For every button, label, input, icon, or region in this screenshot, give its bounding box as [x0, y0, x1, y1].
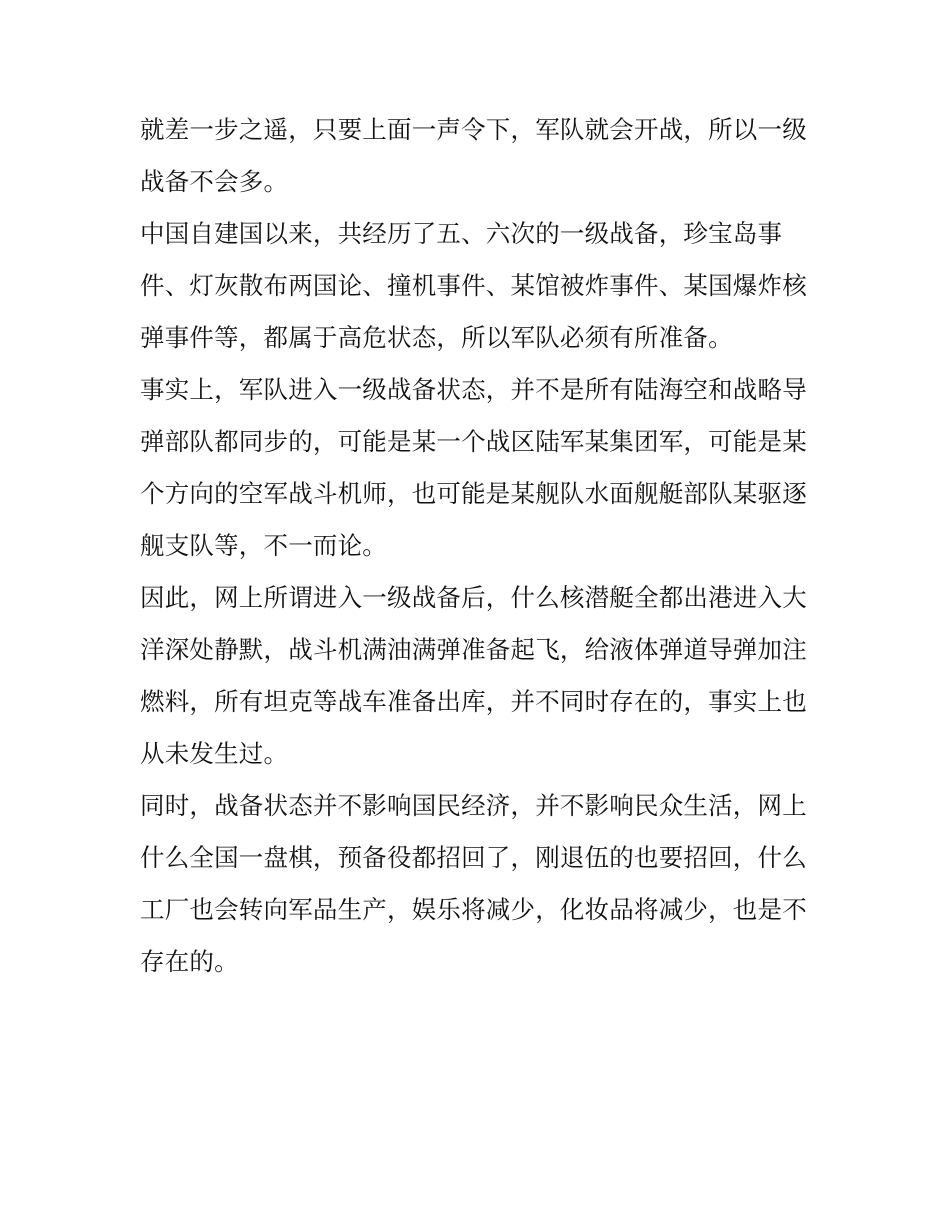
- text-line: 存在的。: [140, 947, 239, 976]
- text-line: 舰支队等，不一而论。: [140, 531, 387, 560]
- text-line: 什么全国一盘棋，预备役都招回了，刚退伍的也要招回，什么: [140, 843, 807, 872]
- text-line: 件、灯灰散布两国论、撞机事件、某馆被炸事件、某国爆炸核: [140, 271, 807, 300]
- text-line: 就差一步之遥，只要上面一声令下，军队就会开战，所以一级: [140, 115, 807, 144]
- text-line: 洋深处静默，战斗机满油满弹准备起飞，给液体弹道导弹加注: [140, 635, 807, 664]
- text-line: 弹部队都同步的，可能是某一个战区陆军某集团军，可能是某: [140, 427, 807, 456]
- text-line: 弹事件等，都属于高危状态，所以军队必须有所准备。: [140, 323, 733, 352]
- text-line: 燃料，所有坦克等战车准备出库，并不同时存在的，事实上也: [140, 687, 807, 716]
- text-line: 从未发生过。: [140, 739, 289, 768]
- text-line: 中国自建国以来，共经历了五、六次的一级战备，珍宝岛事: [140, 219, 783, 248]
- text-line: 战备不会多。: [140, 167, 289, 196]
- text-line: 事实上，军队进入一级战备状态，并不是所有陆海空和战略导: [140, 375, 807, 404]
- text-line: 因此，网上所谓进入一级战备后，什么核潜艇全都出港进入大: [140, 583, 807, 612]
- text-line: 个方向的空军战斗机师，也可能是某舰队水面舰艇部队某驱逐: [140, 479, 807, 508]
- text-line: 同时，战备状态并不影响国民经济，并不影响民众生活，网上: [140, 791, 807, 820]
- text-line: 工厂也会转向军品生产，娱乐将减少，化妆品将减少，也是不: [140, 895, 807, 924]
- document-body: [140, 104, 816, 988]
